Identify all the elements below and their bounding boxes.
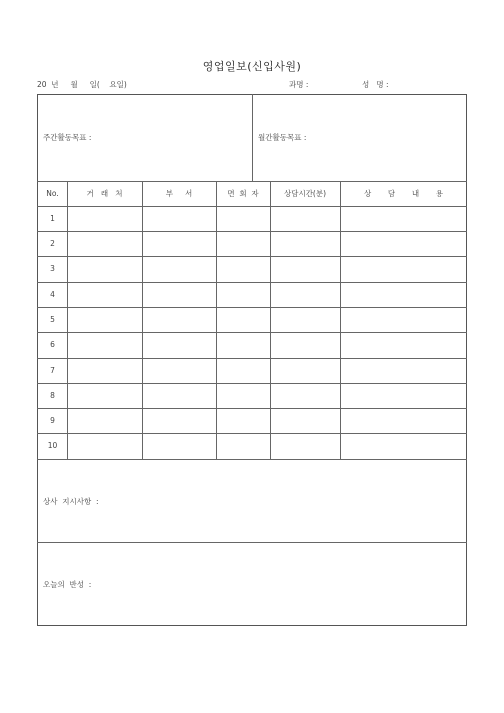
col-header-time: 상담시간(분) [283, 189, 327, 198]
daily-reflection-label: 오늘의 반성 : [43, 580, 92, 589]
col-divider-5 [340, 181, 341, 459]
col-divider-3 [216, 181, 217, 459]
monthly-goal-label: 월간활동목표 : [258, 133, 307, 142]
row-number: 7 [50, 366, 55, 375]
row-divider [37, 383, 467, 384]
row-number: 5 [50, 315, 55, 324]
document-title: 영업일보(신입사원) [202, 60, 302, 73]
weekly-goal-label: 주간활동목표 : [43, 133, 92, 142]
row-number: 4 [50, 290, 55, 299]
col-divider-2 [142, 181, 143, 459]
date-field-label: 20 년 월 일( 요일) [37, 80, 127, 89]
footer-divider [37, 542, 467, 543]
col-divider-4 [270, 181, 271, 459]
department-field-label: 과명 : [289, 80, 309, 89]
row-number: 9 [50, 416, 55, 425]
col-divider-1 [67, 181, 68, 459]
row-divider [37, 231, 467, 232]
col-header-no: No. [46, 189, 59, 198]
col-header-contact: 면 회 자 [227, 189, 259, 198]
row-divider [37, 408, 467, 409]
col-header-content: 상 담 내 용 [363, 189, 444, 198]
row-divider [37, 307, 467, 308]
row-divider [37, 282, 467, 283]
col-header-department: 부 서 [165, 189, 193, 198]
goals-divider [252, 94, 253, 181]
row-divider [37, 256, 467, 257]
row-divider [37, 206, 467, 207]
row-number: 1 [50, 214, 55, 223]
row-divider [37, 332, 467, 333]
row-divider [37, 358, 467, 359]
row-number: 2 [50, 239, 55, 248]
row-number: 6 [50, 340, 55, 349]
col-header-client: 거 래 처 [86, 189, 123, 198]
supervisor-instructions-label: 상사 지시사항 : [43, 497, 99, 506]
name-field-label: 성 명 : [362, 80, 389, 89]
row-number: 10 [47, 441, 58, 450]
row-number: 8 [50, 391, 55, 400]
table-bottom-border [37, 459, 467, 460]
row-number: 3 [50, 264, 55, 273]
row-divider [37, 433, 467, 434]
